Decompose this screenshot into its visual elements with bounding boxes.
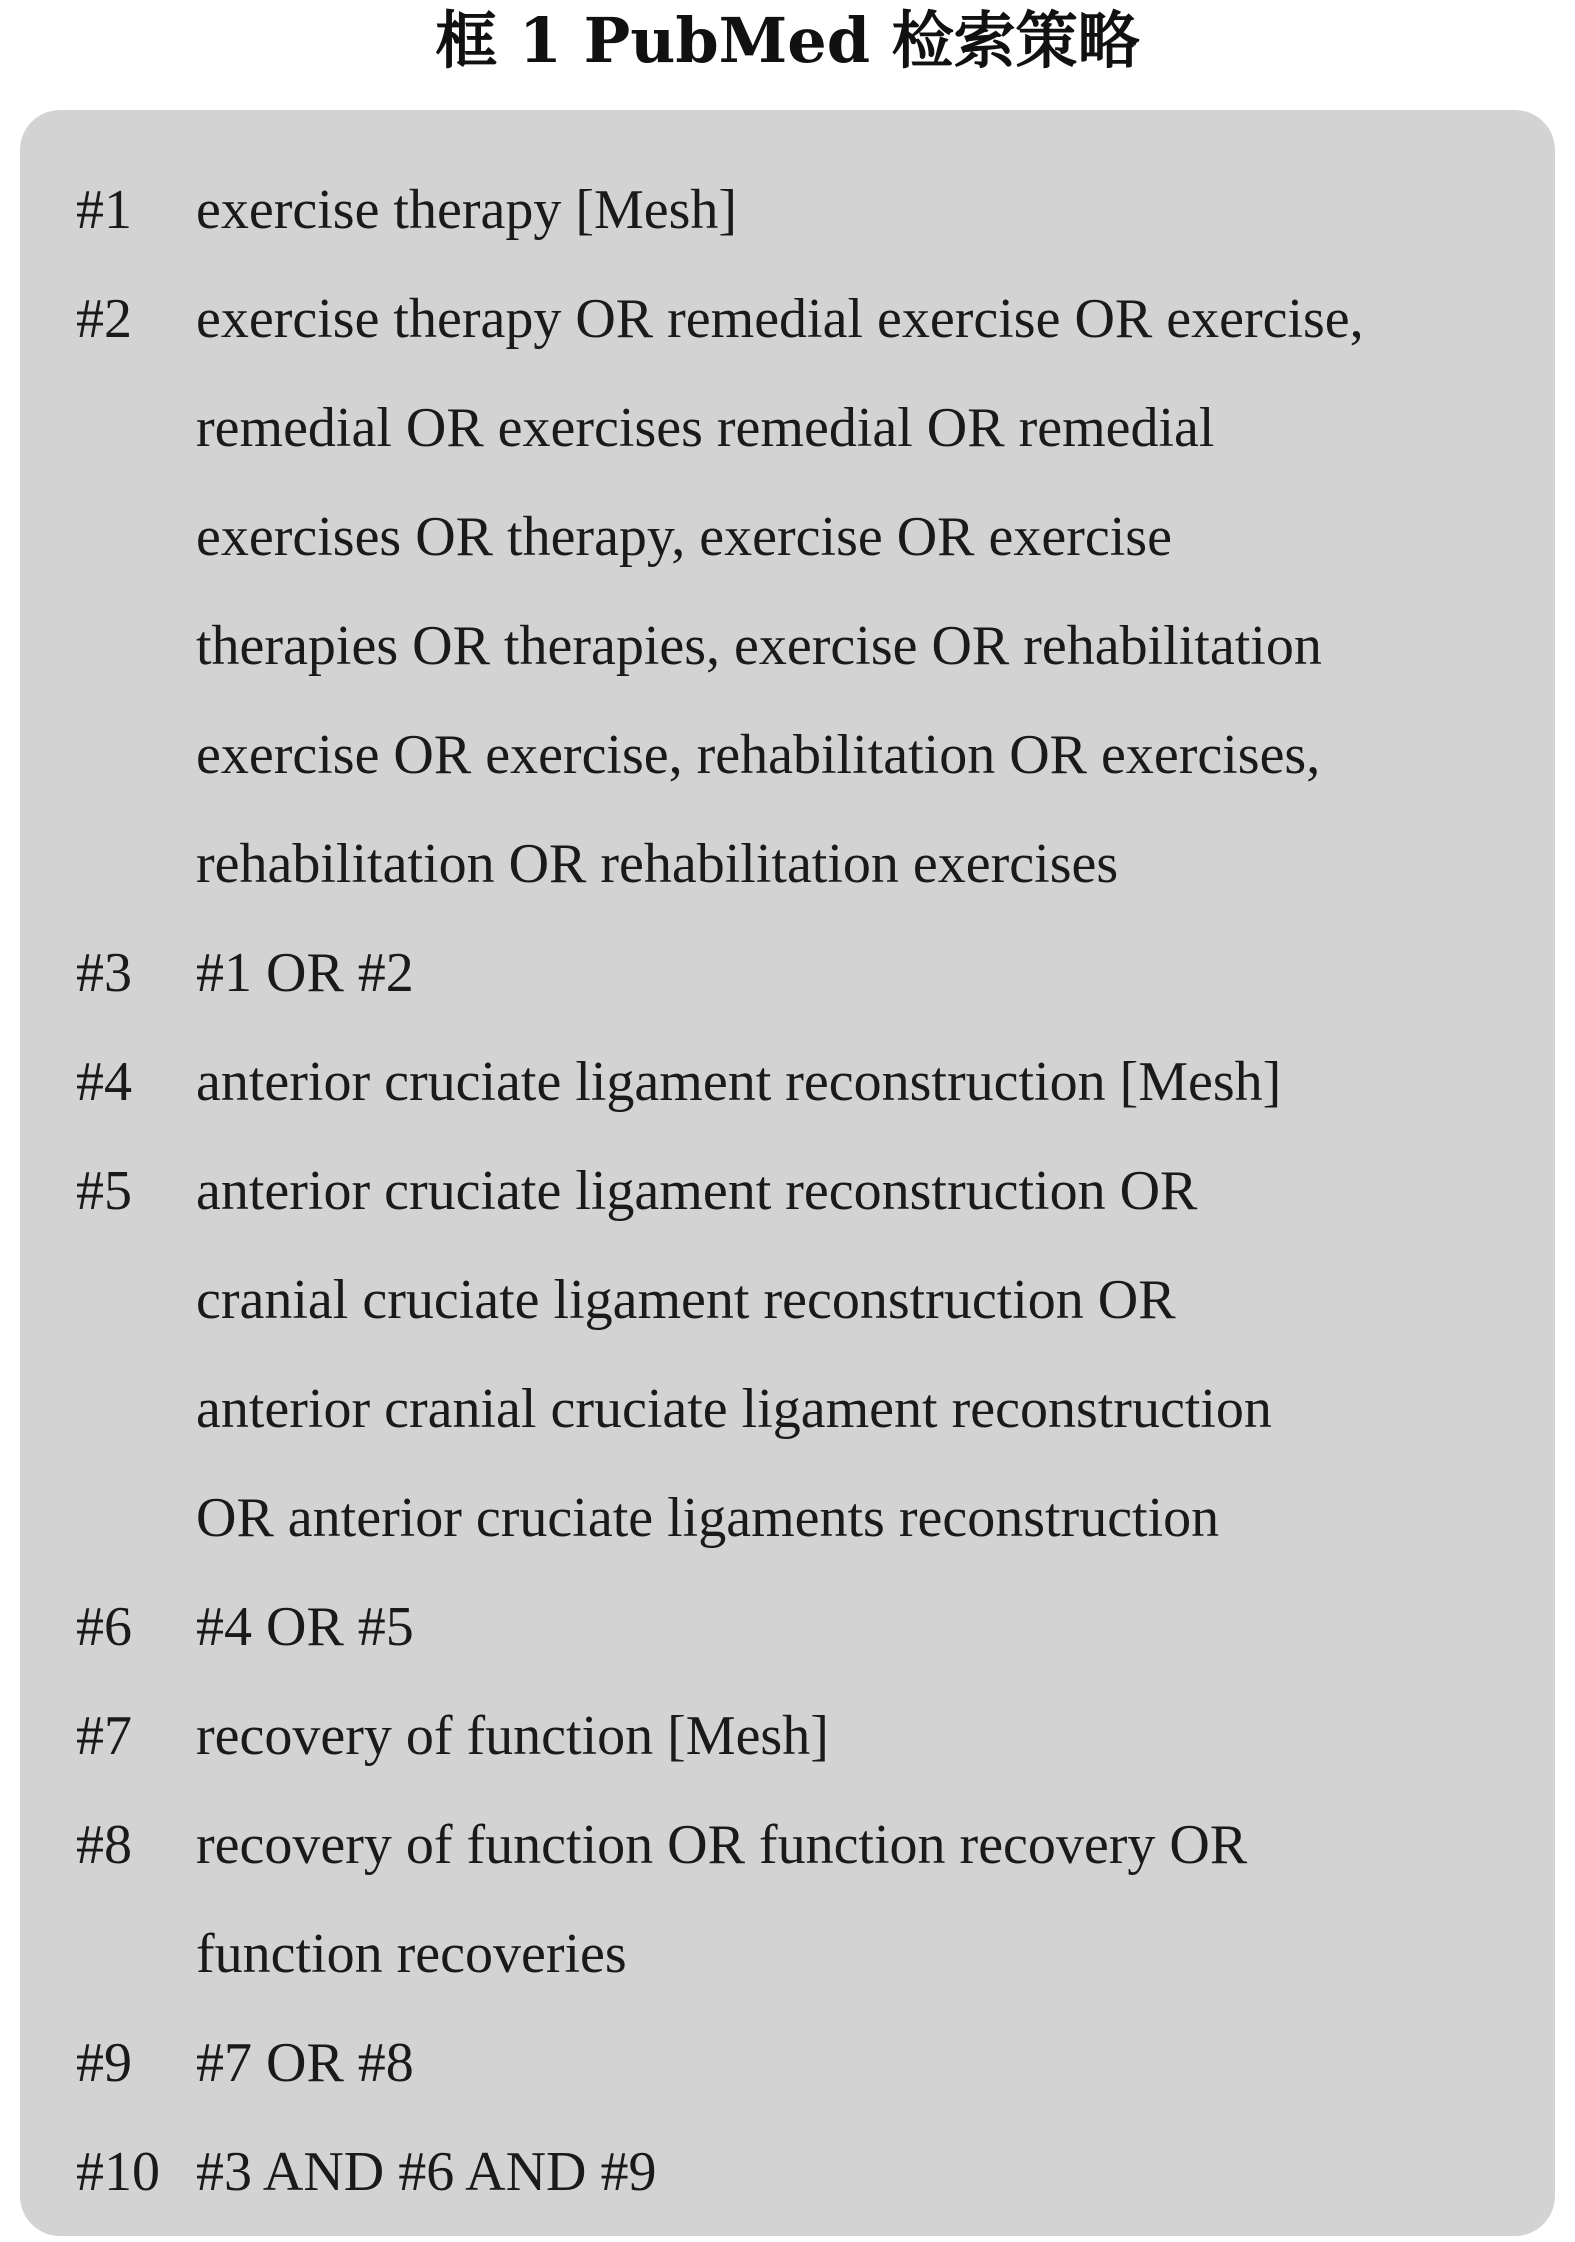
query-line: cranial cruciate ligament reconstruction OR	[196, 1269, 1176, 1331]
search-step	[20, 1137, 1555, 1573]
search-step	[20, 1682, 1555, 1791]
query-line: recovery of function [Mesh]	[196, 1705, 829, 1767]
query-line: #4 OR #5	[196, 1596, 414, 1658]
query-line: #1 OR #2	[196, 942, 414, 1004]
step-query	[196, 1682, 1486, 1791]
step-query	[196, 1137, 1486, 1573]
query-line: exercise OR exercise, rehabilitation OR exercises,	[196, 724, 1321, 786]
step-query	[196, 1028, 1486, 1137]
step-query	[196, 1791, 1486, 2009]
search-step	[20, 156, 1555, 265]
search-step	[20, 265, 1555, 919]
search-step	[20, 1573, 1555, 1682]
query-line: exercise therapy OR remedial exercise OR exercise,	[196, 288, 1364, 350]
query-line: anterior cruciate ligament reconstruction [Mesh]	[196, 1051, 1282, 1113]
search-strategy-box	[20, 110, 1555, 2236]
box-title: 框 1 PubMed 检索策略	[435, 4, 1140, 77]
search-step	[20, 1791, 1555, 2009]
step-number: #2	[76, 288, 132, 350]
search-step	[20, 919, 1555, 1028]
query-line: recovery of function OR function recovery OR	[196, 1814, 1248, 1876]
step-number: #10	[76, 2141, 160, 2203]
search-step	[20, 1028, 1555, 1137]
step-number: #6	[76, 1596, 132, 1658]
search-step	[20, 2118, 1555, 2227]
query-line: exercise therapy [Mesh]	[196, 179, 738, 241]
query-line: function recoveries	[196, 1923, 627, 1985]
step-query	[196, 2009, 1486, 2118]
query-line: remedial OR exercises remedial OR remedial	[196, 397, 1215, 459]
step-query	[196, 1573, 1486, 1682]
step-number: #9	[76, 2032, 132, 2094]
query-line: #7 OR #8	[196, 2032, 414, 2094]
query-line: #3 AND #6 AND #9	[196, 2141, 657, 2203]
step-number: #8	[76, 1814, 132, 1876]
query-line: anterior cruciate ligament reconstruction OR	[196, 1160, 1198, 1222]
step-query	[196, 265, 1486, 919]
query-line: therapies OR therapies, exercise OR rehabilitation	[196, 615, 1322, 677]
step-number: #7	[76, 1705, 132, 1767]
step-number: #4	[76, 1051, 132, 1113]
step-number: #3	[76, 942, 132, 1004]
step-number: #1	[76, 179, 132, 241]
step-query	[196, 919, 1486, 1028]
step-query	[196, 2118, 1486, 2227]
query-line: exercises OR therapy, exercise OR exercise	[196, 506, 1172, 568]
query-line: OR anterior cruciate ligaments reconstruction	[196, 1487, 1220, 1549]
step-query	[196, 156, 1486, 265]
query-line: anterior cranial cruciate ligament reconstruction	[196, 1378, 1272, 1440]
query-line: rehabilitation OR rehabilitation exercises	[196, 833, 1119, 895]
step-number: #5	[76, 1160, 132, 1222]
search-step	[20, 2009, 1555, 2118]
